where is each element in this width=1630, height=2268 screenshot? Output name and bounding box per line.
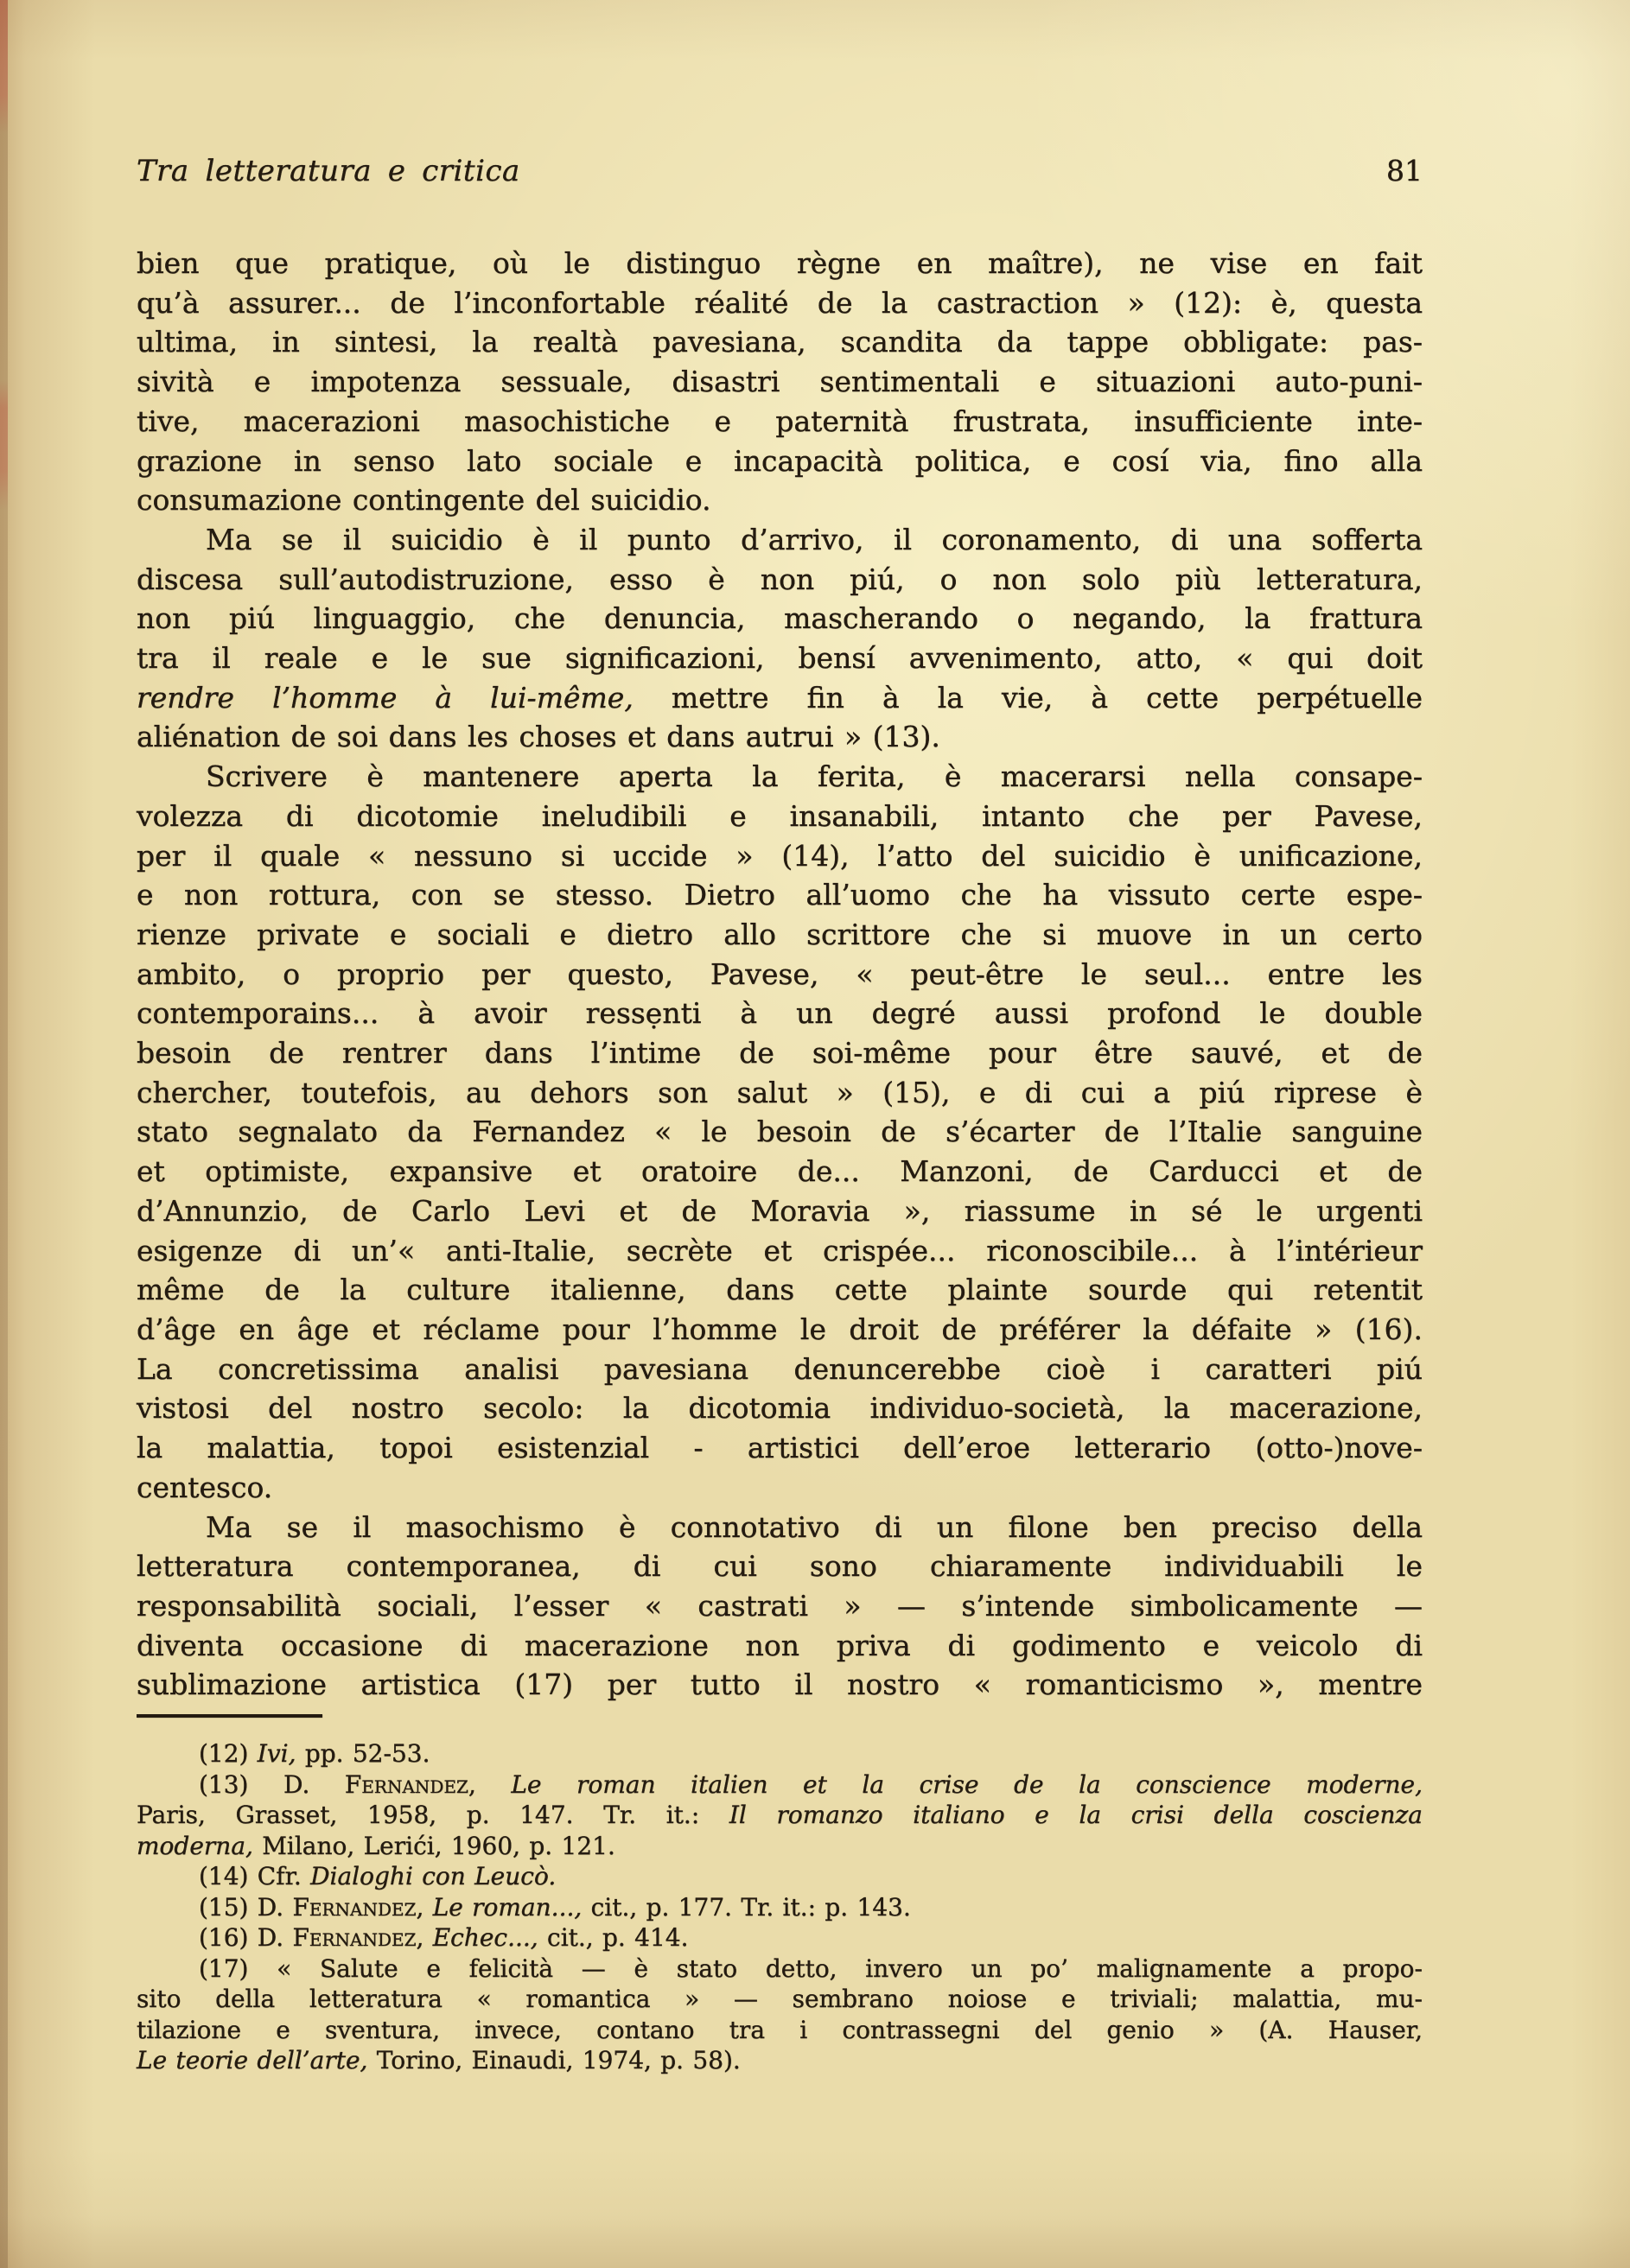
text-segment: la malattia, topoi esistenzial - artistici dell’eroe letterario (otto-)nove-: [137, 1431, 1423, 1465]
text-segment: responsabilità sociali, l’esser « castrati » — s’intende simbolicamente —: [137, 1588, 1423, 1623]
text-segment: volezza di dicotomie ineludibili e insanabili, intanto che per Pavese,: [137, 798, 1423, 833]
text-line: [137, 1892, 1423, 1923]
text-line: [137, 1270, 1423, 1310]
text-segment: besoin de rentrer dans l’intime de soi-même pour être sauvé, et de: [137, 1036, 1423, 1070]
text-segment: Paris, Grasset, 1958, p. 147. Tr. it.:: [137, 1801, 729, 1829]
text-segment: ,: [468, 1769, 512, 1799]
text-segment: ,: [416, 1923, 433, 1952]
text-segment: sito della letteratura « romantica » — sembrano noiose e triviali; malattia, mu-: [137, 1985, 1423, 2013]
text-line: [137, 915, 1423, 955]
text-segment: et optimiste, expansive et oratoire de... Manzoni, de Carducci et de: [137, 1154, 1423, 1189]
footnote-rule: [137, 1714, 322, 1718]
text-segment: (14) Cfr.: [199, 1862, 311, 1890]
text-segment: discesa sull’autodistruzione, esso è non piú, o non solo più letteratura,: [137, 562, 1423, 596]
page-number: 81: [1386, 154, 1423, 187]
text-segment: (13) D.: [199, 1769, 345, 1799]
text-line: [137, 1468, 1423, 1508]
text-segment: consumazione contingente del suicidio.: [137, 483, 711, 518]
smallcaps-text: Fernandez: [344, 1769, 468, 1799]
italic-text: rendre l’homme à lui-même,: [137, 680, 634, 715]
text-line: [137, 638, 1423, 678]
text-segment: d’âge en âge et réclame pour l’homme le droit de préférer la défaite » (16).: [137, 1312, 1423, 1346]
text-segment: (16) D.: [199, 1923, 293, 1952]
text-segment: qu’à assurer... de l’inconfortable réalité de la castraction » (12): è, questa: [137, 285, 1423, 320]
text-line: [137, 1310, 1423, 1350]
text-segment: tive, macerazioni masochistiche e paternità frustrata, insufficiente inte-: [137, 403, 1423, 438]
footnote: [137, 1738, 1423, 1769]
text-line: [137, 1547, 1423, 1586]
text-segment: (17) « Salute e felicità — è stato detto, invero un po’ malignamente a propo-: [199, 1954, 1423, 1983]
text-line: [137, 955, 1423, 994]
text-line: [137, 1738, 1423, 1769]
text-line: [137, 1586, 1423, 1626]
text-line: [137, 1191, 1423, 1231]
body-text: [137, 244, 1423, 1705]
text-segment: ,: [416, 1892, 433, 1922]
text-line: [137, 1152, 1423, 1191]
text-line: [137, 797, 1423, 836]
footnote: [137, 1922, 1423, 1954]
text-line: [137, 1428, 1423, 1468]
text-segment: Ma se il masochismo è connotativo di un filone ben preciso della: [206, 1509, 1423, 1544]
text-segment: Milano, Lerići, 1960, p. 121.: [252, 1831, 615, 1860]
text-line: [137, 1350, 1423, 1389]
text-segment: letteratura contemporanea, di cui sono chiaramente individuabili le: [137, 1549, 1423, 1584]
smallcaps-text: Fernandez: [292, 1892, 417, 1922]
text-segment: sublimazione artistica (17) per tutto il nostro « romanticismo », mentre: [137, 1668, 1423, 1702]
text-line: [137, 560, 1423, 600]
text-segment: cit., p. 177. Tr. it.: p. 143.: [582, 1892, 911, 1922]
text-line: [137, 2015, 1423, 2046]
italic-text: Le teorie dell’arte,: [137, 2046, 368, 2074]
italic-text: Le roman italien et la crise de la conscience moderne,: [511, 1769, 1423, 1799]
text-segment: mettre fin à la vie, à cette perpétuelle: [633, 680, 1423, 715]
text-segment: même de la culture italienne, dans cette plainte sourde qui retentit: [137, 1273, 1423, 1307]
text-segment: centesco.: [137, 1470, 273, 1504]
text-line: [137, 599, 1423, 638]
text-line: [137, 1231, 1423, 1271]
italic-text: Echec...,: [432, 1923, 538, 1952]
text-segment: Ma se il suicidio è il punto d’arrivo, il coronamento, di una sofferta: [206, 522, 1423, 556]
text-line: [137, 875, 1423, 915]
text-segment: La concretissima analisi pavesiana denuncerebbe cioè i caratteri piú: [137, 1351, 1423, 1386]
page-left-edge: [0, 0, 8, 2268]
italic-text: Ivi,: [257, 1739, 296, 1768]
text-line: [137, 1033, 1423, 1073]
italic-text: Dialoghi con Leucò.: [310, 1862, 557, 1890]
text-line: [137, 283, 1423, 323]
text-line: [137, 1954, 1423, 1985]
text-segment: non piú linguaggio, che denuncia, mascherando o negando, la frattura: [137, 601, 1423, 636]
text-segment: Torino, Einaudi, 1974, p. 58).: [367, 2046, 741, 2074]
text-segment: rienze private e sociali e dietro allo scrittore che si muove in un certo: [137, 917, 1423, 951]
footnote: [137, 1861, 1423, 1892]
text-segment: e non rottura, con se stesso. Dietro all’uomo che ha vissuto certe espe-: [137, 878, 1423, 912]
text-segment: aliénation de soi dans les choses et dans autrui » (13).: [137, 720, 940, 754]
italic-text: Il romanzo italiano e la crisi della coscienza: [729, 1801, 1423, 1829]
text-line: [137, 757, 1423, 797]
text-segment: Scrivere è mantenere aperta la ferita, è macerarsi nella consape-: [206, 759, 1423, 794]
text-segment: grazione in senso lato sociale e incapacità politica, e cosí via, fino alla: [137, 443, 1423, 478]
text-line: [137, 717, 1423, 757]
text-segment: chercher, toutefois, au dehors son salut » (15), e di cui a piú riprese è: [137, 1075, 1423, 1109]
text-line: [137, 1626, 1423, 1666]
text-line: [137, 678, 1423, 718]
text-segment: contemporains... à avoir ressẹnti à un degré aussi profond le double: [137, 996, 1423, 1031]
text-line: [137, 1769, 1423, 1801]
text-line: [137, 520, 1423, 560]
text-line: [137, 994, 1423, 1033]
text-segment: diventa occasione di macerazione non priva di godimento e veicolo di: [137, 1628, 1423, 1662]
paragraph: [137, 1508, 1423, 1706]
text-segment: tilazione e sventura, invece, contano tra i contrassegni del genio » (A. Hauser,: [137, 2015, 1423, 2044]
text-line: [137, 2045, 1423, 2076]
text-segment: (15) D.: [199, 1892, 293, 1922]
text-line: [137, 836, 1423, 876]
paragraph: [137, 520, 1423, 757]
text-line: [137, 362, 1423, 402]
text-segment: vistosi del nostro secolo: la dicotomia individuo-società, la macerazione,: [137, 1391, 1423, 1426]
text-line: [137, 244, 1423, 283]
text-line: [137, 1112, 1423, 1152]
paragraph: [137, 757, 1423, 1507]
italic-text: Le roman...,: [432, 1892, 583, 1922]
text-segment: stato segnalato da Fernandez « le besoin de s’écarter de l’Italie sanguine: [137, 1115, 1423, 1149]
text-segment: pp. 52-53.: [296, 1739, 430, 1768]
text-segment: bien que pratique, où le distinguo règne en maître), ne vise en fait: [137, 246, 1423, 280]
text-segment: ultima, in sintesi, la realtà pavesiana, scandita da tappe obbligate: pas-: [137, 325, 1423, 359]
page-header: [137, 152, 1423, 190]
text-segment: per il quale « nessuno si uccide » (14), l’atto del suicidio è unificazione,: [137, 838, 1423, 873]
smallcaps-text: Fernandez: [292, 1923, 417, 1952]
running-head: Tra letteratura e critica: [137, 154, 520, 188]
text-segment: esigenze di un’« anti-Italie, secrète et crispée... riconoscibile... à l’intérieur: [137, 1233, 1423, 1267]
text-segment: d’Annunzio, de Carlo Levi et de Moravia », riassume in sé le urgenti: [137, 1193, 1423, 1228]
text-line: [137, 442, 1423, 481]
text-segment: tra il reale e le sue significazioni, bensí avvenimento, atto, « qui doit: [137, 641, 1423, 676]
text-line: [137, 480, 1423, 520]
text-segment: (12): [199, 1739, 258, 1768]
text-segment: cit., p. 414.: [538, 1923, 689, 1952]
text-line: [137, 1388, 1423, 1428]
text-line: [137, 1665, 1423, 1705]
text-line: [137, 1073, 1423, 1113]
italic-text: moderna,: [137, 1831, 253, 1860]
text-line: [137, 1800, 1423, 1831]
paragraph: [137, 244, 1423, 520]
footnote: [137, 1769, 1423, 1862]
text-segment: sività e impotenza sessuale, disastri sentimentali e situazioni auto-puni-: [137, 365, 1423, 399]
text-line: [137, 1831, 1423, 1862]
text-line: [137, 402, 1423, 442]
footnote: [137, 1892, 1423, 1923]
text-line: [137, 1984, 1423, 2015]
text-line: [137, 1861, 1423, 1892]
text-line: [137, 1508, 1423, 1547]
footnotes-section: [137, 1738, 1423, 2076]
text-line: [137, 322, 1423, 362]
text-segment: ambito, o proprio per questo, Pavese, « peut-être le seul... entre les: [137, 956, 1423, 991]
footnote: [137, 1954, 1423, 2076]
text-line: [137, 1922, 1423, 1954]
